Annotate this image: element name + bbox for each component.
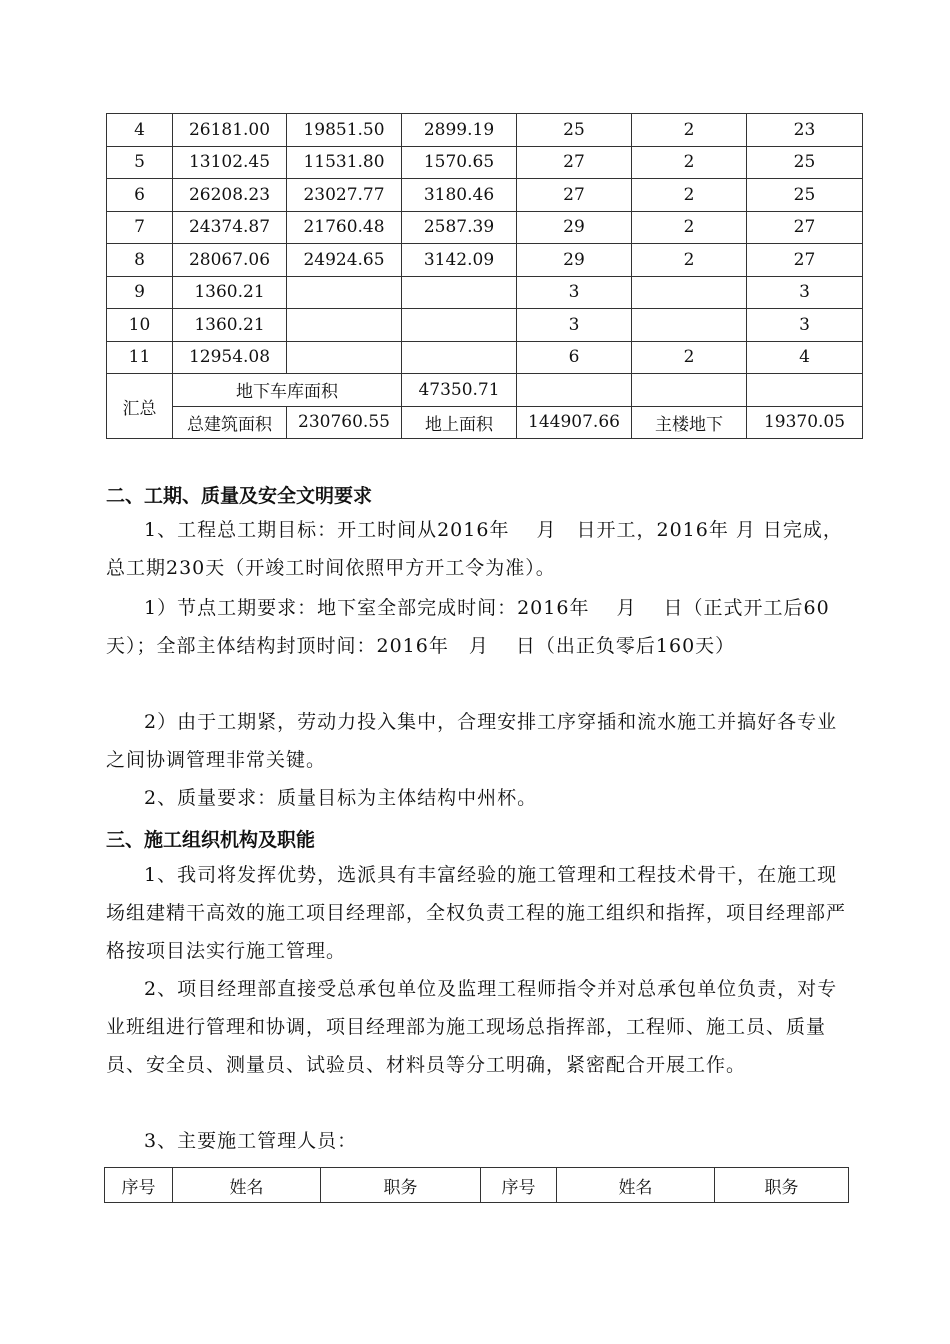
table-cell: 3 — [747, 276, 863, 309]
table-cell — [287, 276, 402, 309]
table-cell: 12954.08 — [173, 341, 287, 374]
table-cell — [287, 341, 402, 374]
section-2-paragraph-3: 2）由于工期紧，劳动力投入集中，合理安排工序穿插和流水施工并搞好各专业之间协调管理非常关键。 — [106, 711, 838, 771]
table-cell — [632, 309, 747, 342]
table-cell — [402, 276, 517, 309]
table-cell: 23027.77 — [287, 179, 402, 212]
header-seq: 序号 — [481, 1168, 557, 1203]
table-cell: 3180.46 — [402, 179, 517, 212]
header-position: 职务 — [715, 1168, 849, 1203]
table-cell: 27 — [747, 211, 863, 244]
table-cell — [287, 309, 402, 342]
table-cell: 19851.50 — [287, 114, 402, 147]
table-row — [107, 211, 863, 244]
summary-rows — [107, 374, 863, 439]
table-cell: 2587.39 — [402, 211, 517, 244]
above-ground-label: 地上面积 — [402, 406, 517, 439]
table-cell — [402, 309, 517, 342]
section-2-paragraph-1: 1、工程总工期目标：开工时间从2016年 月 日开工，2016年 月 日完成，总工期230天（开竣工时间依照甲方开工令为准）。 — [106, 519, 843, 579]
table-row — [107, 179, 863, 212]
table-cell: 2899.19 — [402, 114, 517, 147]
table-cell: 1360.21 — [173, 309, 287, 342]
table-cell: 4 — [107, 114, 173, 147]
table-cell: 6 — [107, 179, 173, 212]
table-cell: 10 — [107, 309, 173, 342]
main-basement-label: 主楼地下 — [632, 406, 747, 439]
table-cell: 27 — [517, 179, 632, 212]
table-cell: 2 — [632, 146, 747, 179]
table-cell: 3142.09 — [402, 244, 517, 277]
table-cell: 25 — [517, 114, 632, 147]
table-cell: 5 — [107, 146, 173, 179]
empty-cell — [632, 374, 747, 407]
table-cell: 8 — [107, 244, 173, 277]
table-cell: 26208.23 — [173, 179, 287, 212]
summary-row-1 — [107, 374, 863, 407]
table-cell: 1360.21 — [173, 276, 287, 309]
table-cell: 27 — [747, 244, 863, 277]
table-cell: 2 — [632, 244, 747, 277]
table-cell: 6 — [517, 341, 632, 374]
table-cell: 3 — [747, 309, 863, 342]
table-row — [107, 276, 863, 309]
section-3-paragraph-2: 2、项目经理部直接受总承包单位及监理工程师指令并对总承包单位负责，对专业班组进行管理和协调，项目经理部为施工现场总指挥部，工程师、施工员、质量员、安全员、测量员、试验员、材料员等分工明确，紧密配合开展工作。 — [106, 978, 838, 1076]
table-cell: 7 — [107, 211, 173, 244]
summary-row-2 — [107, 406, 863, 439]
summary-label: 汇总 — [107, 374, 173, 439]
section-2-heading: 二、工期、质量及安全文明要求 — [106, 485, 373, 507]
header-seq: 序号 — [105, 1168, 173, 1203]
table-cell: 11 — [107, 341, 173, 374]
header-name: 姓名 — [173, 1168, 321, 1203]
table-cell: 2 — [632, 179, 747, 212]
empty-cell — [747, 374, 863, 407]
table-cell: 29 — [517, 211, 632, 244]
table-cell: 24374.87 — [173, 211, 287, 244]
table-cell: 3 — [517, 276, 632, 309]
table-cell: 13102.45 — [173, 146, 287, 179]
table-row — [107, 146, 863, 179]
table-cell: 23 — [747, 114, 863, 147]
table-cell: 4 — [747, 341, 863, 374]
table-cell: 2 — [632, 341, 747, 374]
table-cell: 29 — [517, 244, 632, 277]
table-cell: 21760.48 — [287, 211, 402, 244]
section-3-paragraph-3: 3、主要施工管理人员： — [144, 1130, 358, 1152]
table-cell: 28067.06 — [173, 244, 287, 277]
table-cell: 2 — [632, 114, 747, 147]
section-2-paragraph-2: 1）节点工期要求：地下室全部完成时间：2016年 月 日（正式开工后60天）；全部主体结构封顶时间：2016年 月 日（出正负零后160天） — [106, 597, 830, 657]
table-row — [107, 341, 863, 374]
garage-area-value: 47350.71 — [402, 374, 517, 407]
table-cell: 25 — [747, 179, 863, 212]
table-cell: 27 — [517, 146, 632, 179]
section-3-paragraph-1: 1、我司将发挥优势，选派具有丰富经验的施工管理和工程技术骨干，在施工现场组建精干高效的施工项目经理部，全权负责工程的施工组织和指挥，项目经理部严格按项目法实行施工管理。 — [106, 864, 847, 962]
table-cell: 26181.00 — [173, 114, 287, 147]
table-cell: 11531.80 — [287, 146, 402, 179]
garage-area-label: 地下车库面积 — [173, 374, 402, 407]
table-cell: 24924.65 — [287, 244, 402, 277]
table-cell: 25 — [747, 146, 863, 179]
area-table — [106, 113, 863, 439]
header-position: 职务 — [321, 1168, 481, 1203]
main-basement-value: 19370.05 — [747, 406, 863, 439]
staff-table — [104, 1167, 849, 1203]
table-row — [107, 309, 863, 342]
section-2-paragraph-4: 2、质量要求：质量目标为主体结构中州杯。 — [144, 787, 538, 809]
table-row — [107, 114, 863, 147]
staff-table-header — [105, 1168, 849, 1203]
header-name: 姓名 — [557, 1168, 715, 1203]
empty-cell — [517, 374, 632, 407]
table-cell: 9 — [107, 276, 173, 309]
section-3-heading: 三、施工组织机构及职能 — [106, 829, 316, 851]
total-area-label: 总建筑面积 — [173, 406, 287, 439]
table-cell — [632, 276, 747, 309]
area-table-body — [107, 114, 863, 374]
table-cell: 1570.65 — [402, 146, 517, 179]
table-cell: 2 — [632, 211, 747, 244]
table-cell — [402, 341, 517, 374]
total-area-value: 230760.55 — [287, 406, 402, 439]
table-row — [107, 244, 863, 277]
table-cell: 3 — [517, 309, 632, 342]
above-ground-value: 144907.66 — [517, 406, 632, 439]
